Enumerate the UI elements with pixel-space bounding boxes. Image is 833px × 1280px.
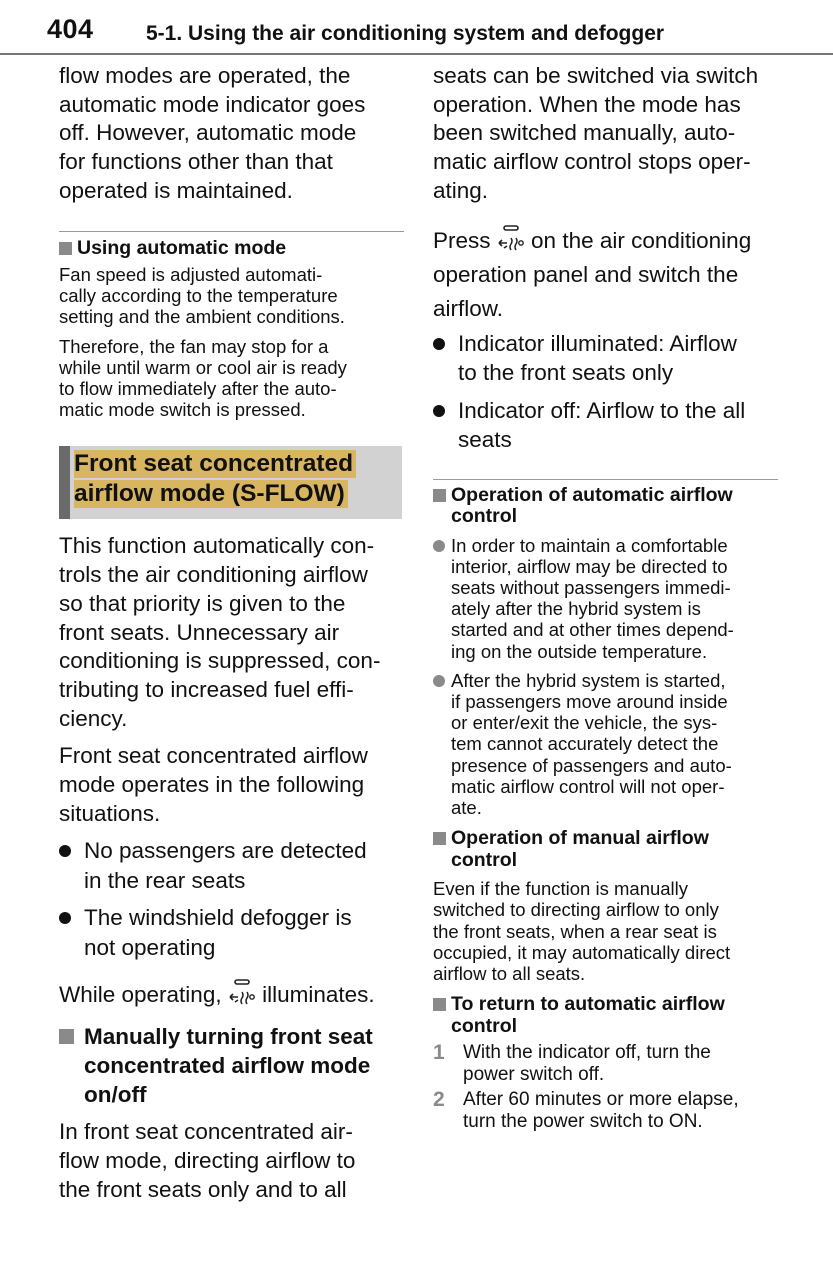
square-bullet-icon [433, 832, 446, 845]
right-column [433, 62, 778, 1132]
step-number: 2 [433, 1088, 445, 1112]
return-to-automatic-heading: To return to automatic airflow control [433, 994, 778, 1037]
manual-airflow-paragraph: Even if the function is manually switched to directing airflow to only the front seats, when a rear seat is occupied, it may automatically direct airflow to all seats. [433, 878, 731, 984]
bullet-dot-icon [59, 845, 71, 857]
step-number: 1 [433, 1041, 445, 1065]
list-item: In order to maintain a comfortable interior, airflow may be directed to seats without passengers immedi- ately after the hybrid system is started and at other times depend- ing on the outside temperature. [433, 535, 778, 662]
s-flow-intro: This function automatically con- trols the air conditioning airflow so that priority is given to the front seats. Unnecessary air conditioning is suppressed, con- tributing to increased fuel effi- ciency. [59, 533, 381, 731]
bullet-dot-icon [433, 675, 445, 687]
automatic-airflow-heading: Operation of automatic airflow control [433, 485, 778, 528]
situations-intro: Front seat concentrated airflow mode operates in the following situations. [59, 743, 368, 826]
band-accent-bar [59, 446, 70, 519]
page-header [0, 0, 833, 56]
divider [433, 479, 778, 480]
bullet-dot-icon [59, 912, 71, 924]
press-instruction: Press on the air conditioning operation panel and switch the airflow. [433, 224, 778, 326]
manual-toggle-paragraph: In front seat concentrated air- flow mode, directing airflow to the front seats only and to all [59, 1119, 356, 1202]
step-item: 1 With the indicator off, turn the power switch off. [433, 1041, 711, 1085]
manual-toggle-heading: Manually turning front seat concentrated airflow mode on/off [59, 1022, 404, 1109]
page-number: 404 [47, 14, 94, 44]
using-automatic-mode-heading: Using automatic mode [59, 238, 404, 260]
square-bullet-icon [59, 242, 72, 255]
manual-airflow-heading: Operation of manual airflow control [433, 828, 778, 871]
section-title-s-flow: Front seat concentrated airflow mode (S-FLOW) [74, 449, 356, 509]
divider [59, 231, 404, 232]
square-bullet-icon [433, 998, 446, 1011]
auto-mode-paragraph-1: Fan speed is adjusted automati- cally according to the temperature setting and the ambient conditions. [59, 264, 345, 328]
list-item: No passengers are detected in the rear seats [59, 836, 404, 895]
section-title: 5-1. Using the air conditioning system and defogger [146, 22, 665, 45]
step-item: 2 After 60 minutes or more elapse, turn the power switch to ON. [433, 1088, 739, 1132]
list-item: Indicator off: Airflow to the all seats [433, 396, 778, 455]
continued-paragraph: seats can be switched via switch operation. When the mode has been switched manually, auto- matic airflow control stops oper- ating. [433, 63, 759, 203]
list-item: The windshield defogger is not operating [59, 903, 404, 962]
bullet-dot-icon [433, 338, 445, 350]
list-item: After the hybrid system is started, if passengers move around inside or enter/exit the vehicle, the sys- tem cannot accurately detect the presence of passengers and auto- matic airflow control will not oper- ate. [433, 670, 778, 818]
bullet-dot-icon [433, 405, 445, 417]
square-bullet-icon [433, 489, 446, 502]
auto-mode-paragraph-2: Therefore, the fan may stop for a while until warm or cool air is ready to flow immediately after the auto- matic mode switch is pressed. [59, 335, 347, 421]
square-bullet-icon [59, 1029, 74, 1044]
left-column [59, 62, 404, 1204]
section-title-band [59, 446, 402, 519]
list-item: Indicator illuminated: Airflow to the front seats only [433, 329, 778, 388]
bullet-dot-icon [433, 540, 445, 552]
s-flow-icon [497, 224, 525, 252]
s-flow-icon [228, 978, 256, 1006]
continued-paragraph: flow modes are operated, the automatic mode indicator goes off. However, automatic mode for functions other than that operated is maintained. [59, 63, 366, 203]
header-rule [0, 53, 833, 55]
while-operating-text: While operating, illuminates. [59, 978, 404, 1010]
